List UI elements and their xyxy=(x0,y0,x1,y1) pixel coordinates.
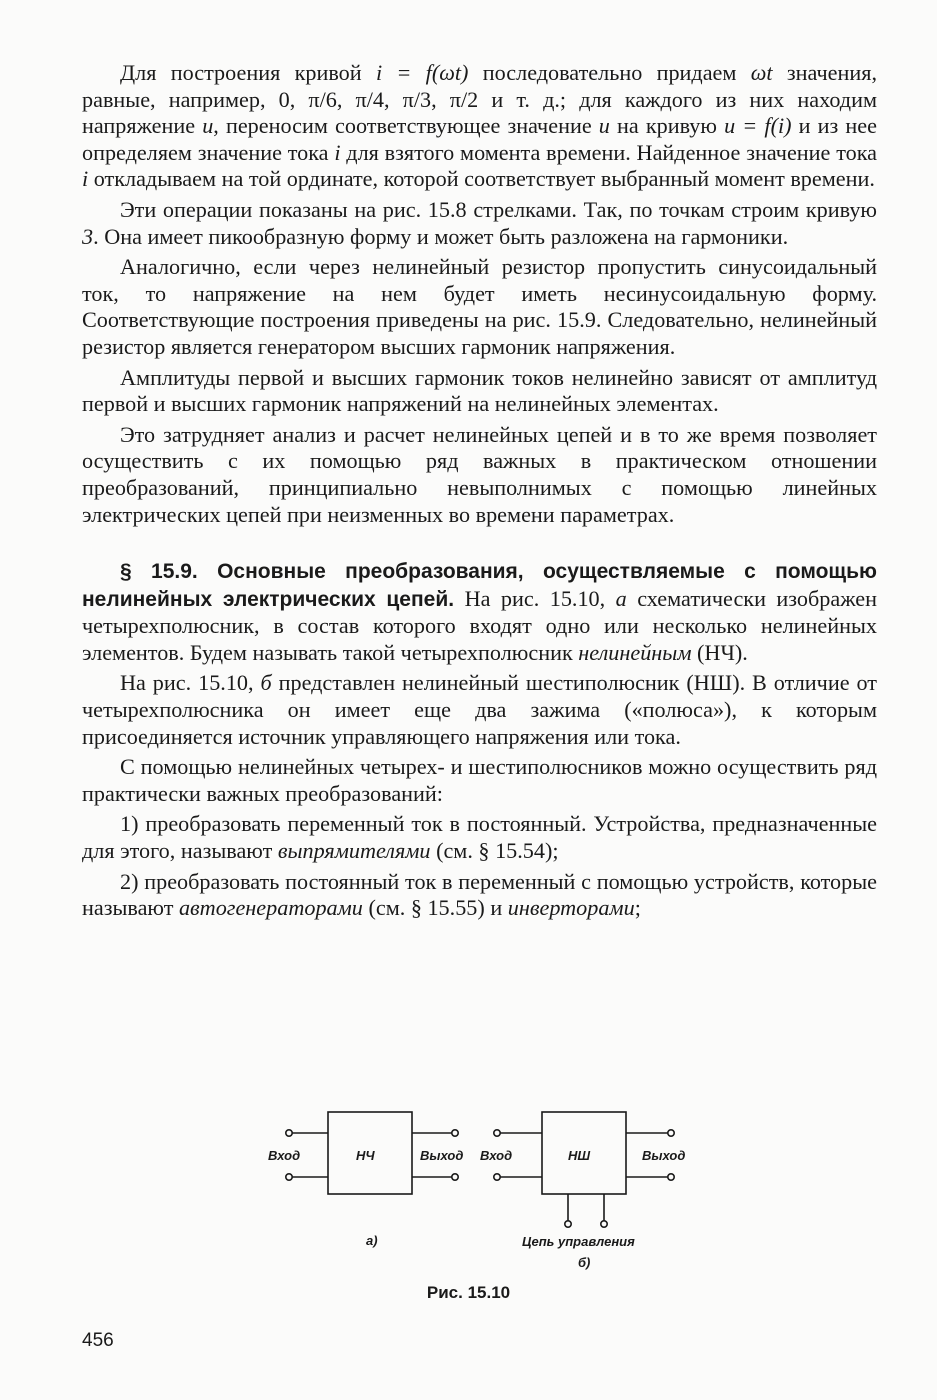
text-run: Аналогично, если через нелинейный резистор пропустить синусоидальный ток, то напряжение на нем будет иметь несинусоидальную форму. Соответствующие построения приведены на рис. 15.9. Следовательно, нелинейный резистор является генератором высших гармоник напряжения. xyxy=(82,254,877,359)
fig-a-output-label: Выход xyxy=(420,1148,464,1163)
text-run: . Она имеет пикообразную форму и может быть разложена на гармоники. xyxy=(93,223,789,249)
text-run: на кривую xyxy=(609,113,725,139)
text-run: u = f(i) xyxy=(724,113,792,139)
text-run: инверторами xyxy=(507,895,635,921)
paragraph xyxy=(82,60,877,193)
fig-b-control-label: Цепь управления xyxy=(522,1234,635,1249)
text-run: 2) преобразовать постоянный ток в переменный с помощью устройств, которые называют xyxy=(82,868,877,921)
text-run: (НЧ). xyxy=(691,639,748,665)
paragraph xyxy=(82,365,877,418)
text-run: схематически изображен четырехполюсник, в состав которого входят одно или несколько нелинейных элементов. Будем называть такой четырехполюсник xyxy=(82,585,877,665)
fig-a-sublabel: а) xyxy=(366,1233,378,1248)
paragraph xyxy=(82,197,877,250)
fig-a-input-label: Вход xyxy=(268,1148,301,1163)
body-text xyxy=(82,60,877,926)
paragraph xyxy=(82,670,877,750)
text-run: § 15.9. Основные преобразования, осуществляемые с помощью нелинейных электрических цепей. xyxy=(82,560,877,611)
text-run: выпрямителями xyxy=(277,838,431,864)
page-number: 456 xyxy=(82,1330,114,1351)
figure-diagram xyxy=(260,1105,700,1305)
text-run: Эти операции показаны на рис. 15.8 стрелками. Так, по точкам строим кривую xyxy=(120,196,877,222)
text-run: для взятого момента времени. Найденное значение тока xyxy=(340,139,877,165)
fig-b-box-label: НШ xyxy=(568,1148,591,1163)
text-run: и из нее определяем значение тока xyxy=(82,113,877,165)
text-run: i xyxy=(334,139,341,165)
paragraph xyxy=(82,754,877,807)
text-run: значения, равные, например, 0, π/6, π/4, π/3, π/2 и т. д.; для каждого из них находим напряжение xyxy=(82,60,877,139)
text-run: u xyxy=(202,113,214,139)
paragraph xyxy=(82,254,877,360)
text-run: б xyxy=(260,670,272,696)
fig-b-output-label: Выход xyxy=(642,1148,686,1163)
text-run: i xyxy=(82,166,89,192)
paragraph xyxy=(82,811,877,864)
text-run: На рис. 15.10, xyxy=(120,670,261,696)
text-run: Для построения кривой xyxy=(120,60,376,85)
fig-b-sublabel: б) xyxy=(578,1255,591,1270)
text-run: (см. § 15.54); xyxy=(430,838,559,864)
text-run: ωt xyxy=(750,60,773,85)
text-run: 3 xyxy=(82,223,94,249)
text-run: Это затрудняет анализ и расчет нелинейных цепей и в то же время позволяет осуществить с их помощью ряд важных в практическом отношении преобразований, принципиально невыполнимых с помощью линейных электрических цепей при неизменных во времени параметрах. xyxy=(82,421,877,527)
text-run: , переносим соответствующее значение xyxy=(213,113,599,139)
text-run: u xyxy=(598,113,610,139)
text-run: С помощью нелинейных четырех- и шестиполюсников можно осуществить ряд практически важных преобразований: xyxy=(82,754,877,806)
text-run: откладываем на той ординате, которой соответствует выбранный момент времени. xyxy=(88,166,875,192)
text-run: автогенераторами xyxy=(178,895,363,921)
text-run: нелинейным xyxy=(578,639,692,665)
text-run: представлен нелинейный шестиполюсник (НШ). В отличие от четырехполюсника он имеет еще два зажима («полюса»), к которым присоединяется источник управляющего напряжения или тока. xyxy=(82,670,877,749)
paragraph xyxy=(82,869,877,922)
text-run: i = f(ωt) xyxy=(375,60,469,85)
fig-b-input-label: Вход xyxy=(480,1148,513,1163)
paragraph xyxy=(82,422,877,528)
text-run: а xyxy=(615,585,627,611)
text-run: последовательно придаем xyxy=(468,60,751,85)
text-run: 1) преобразовать переменный ток в постоянный. Устройства, предназначенные для этого, называют xyxy=(82,811,877,864)
figure-caption: Рис. 15.10 xyxy=(426,1283,511,1302)
text-run: (см. § 15.55) и xyxy=(362,895,508,921)
text-run: Амплитуды первой и высших гармоник токов нелинейно зависят от амплитуд первой и высших гармоник напряжений на нелинейных элементах. xyxy=(82,364,877,417)
figure-15-10 xyxy=(260,1105,700,1305)
text-run: На рис. 15.10, xyxy=(454,585,616,611)
fig-a-box-label: НЧ xyxy=(356,1148,375,1163)
paragraph xyxy=(82,558,877,666)
text-run: ; xyxy=(634,895,641,921)
